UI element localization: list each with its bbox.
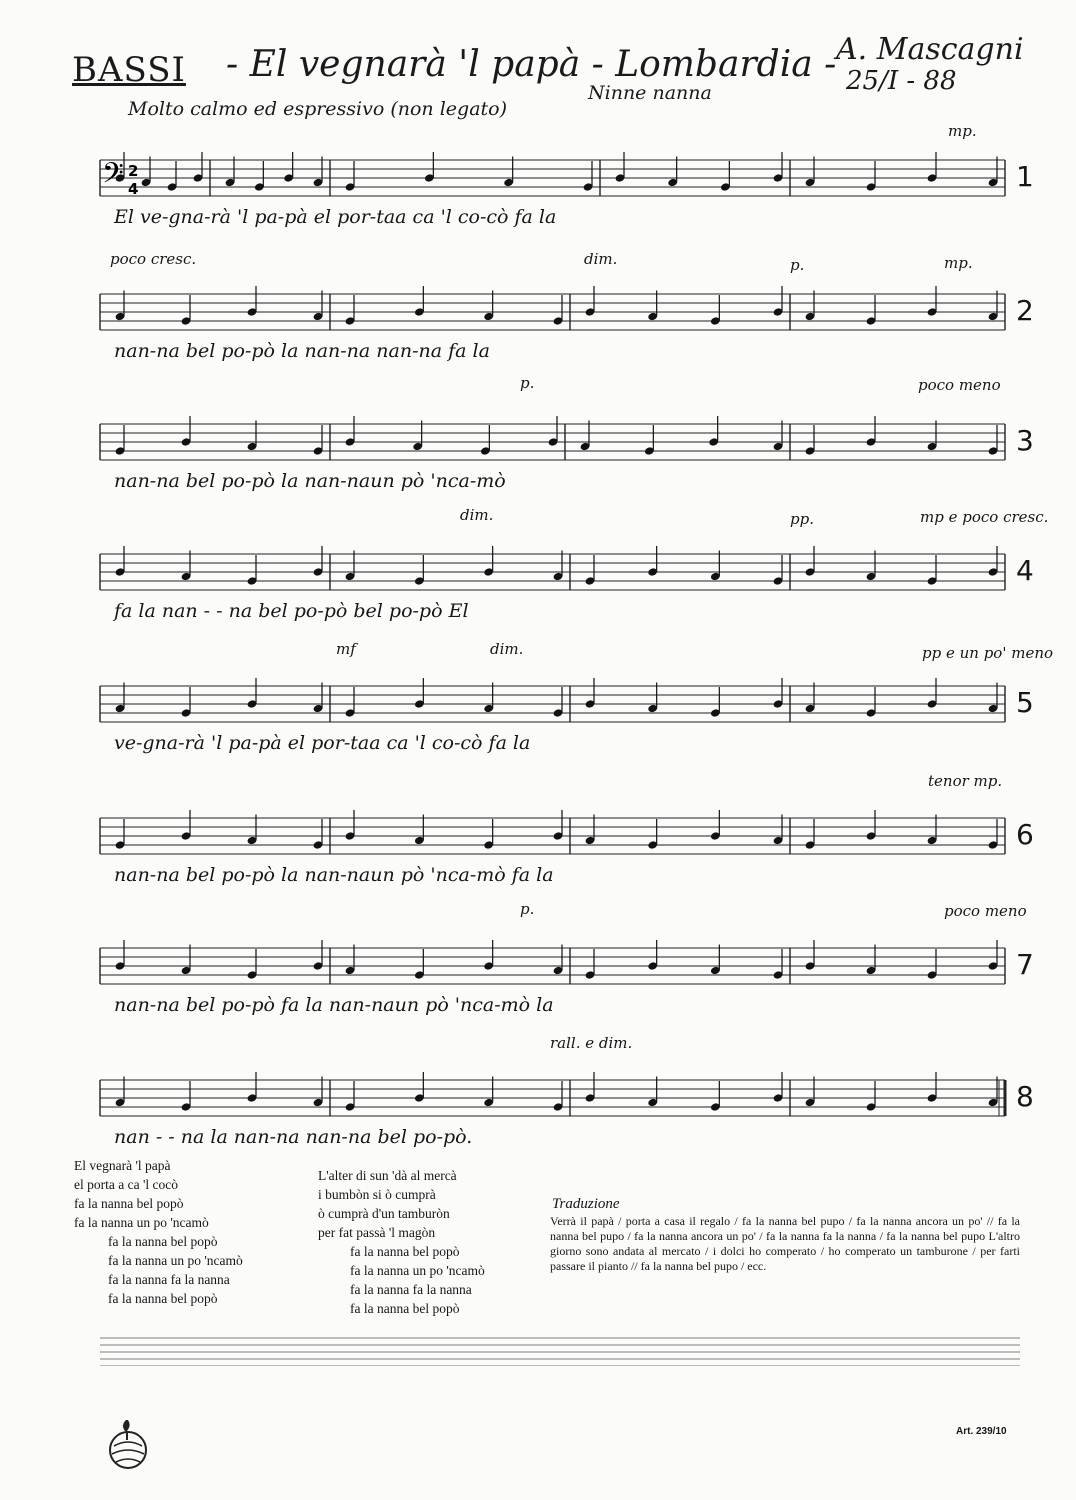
song-title: - El vegnarà 'l papà - Lombardia - [226,44,837,85]
composition-date: 25/I - 88 [846,66,957,96]
verse-line: L'alter di sun 'dà al mercà [318,1168,457,1183]
system-number: 4 [1016,554,1034,587]
verse-line: i bumbòn si ò cumprà [318,1187,436,1202]
verse-line: fa la nanna un po 'ncamò [74,1215,209,1230]
lyrics-line: nan - - na la nan-na nan-na bel po-pò. [114,1126,473,1148]
verse-two [318,1166,485,1318]
dynamic-marking: tenor mp. [928,772,1003,790]
staff-icon [100,522,1010,672]
system-number: 3 [1016,424,1034,457]
system-number: 6 [1016,818,1034,851]
staff-icon [100,786,1010,936]
music-system [100,250,1034,412]
dynamic-marking: dim. [460,506,494,524]
notes-icon [115,416,999,456]
verse-line: fa la nanna bel popò [108,1291,218,1306]
lyrics-line: El ve-gna-rà 'l pa-pà el por-taa ca 'l co-cò fa la [114,206,557,228]
music-system [100,374,1034,542]
dynamic-marking: dim. [490,640,524,658]
song-subtitle: Ninne nanna [588,82,712,104]
blank-staff [100,1336,1020,1366]
staff-icon [100,128,1010,278]
dynamic-marking: mp e poco cresc. [920,508,1049,526]
notes-icon [115,678,999,718]
dynamic-marking: p. [520,900,535,918]
article-number: Art. 239/10 [956,1426,1007,1437]
lyrics-line: nan-na bel po-pò fa la nan-naun pò 'nca-mò la [114,994,554,1016]
dynamic-marking: dim. [584,250,618,268]
notes-icon [115,1072,999,1112]
dynamic-marking: rall. e dim. [550,1034,633,1052]
dynamic-marking: mp. [948,122,977,140]
lyrics-line: nan-na bel po-pò la nan-naun pò 'nca-mò fa la [114,864,554,886]
part-name: BASSI [72,50,186,90]
tempo-marking: Molto calmo ed espressivo (non legato) [128,98,508,120]
notes-icon [115,546,999,586]
dynamic-marking: poco meno [918,376,1001,394]
system-number: 7 [1016,948,1034,981]
music-system [100,506,1049,672]
time-signature-icon: 2 [128,162,139,180]
time-signature-icon: 4 [128,180,139,198]
verse-line: fa la nanna un po 'ncamò [108,1253,243,1268]
verse-line: fa la nanna bel popò [74,1196,184,1211]
dynamic-marking: p. [520,374,535,392]
music-system [100,640,1054,804]
notes-icon [115,286,999,326]
translation-text: Verrà il papà / porta a casa il regalo / fa la nanna bel pupo / fa la nanna ancora un po' // fa la nanna bel pupo / fa la nanna ancora un po' / fa la nanna fa la nanna / fa la nanna bel pupo L'altro giorno sono andata al mercato / i dolci ho comperato / ho comperato un tamburone / per farti passare il pianto // fa la nanna bel pupo / ecc. [550,1214,1020,1273]
dynamic-marking: poco meno [944,902,1027,920]
bass-clef-icon: 𝄢 [102,157,124,197]
dynamic-marking: mp. [944,254,973,272]
verse-line: El vegnarà 'l papà [74,1158,171,1173]
verse-line: fa la nanna bel popò [350,1244,460,1259]
staff-icon [100,392,1010,542]
verse-line: el porta a ca 'l cocò [74,1177,178,1192]
system-number: 1 [1016,160,1034,193]
notes-icon [115,810,999,850]
verse-line: fa la nanna fa la nanna [108,1272,230,1287]
verse-line: ò cumprà d'un tamburòn [318,1206,450,1221]
publisher-logo-icon [106,1416,150,1470]
music-system [100,772,1034,936]
verse-line: fa la nanna bel popò [108,1234,218,1249]
verse-line: fa la nanna bel popò [350,1301,460,1316]
verse-one [74,1156,243,1308]
notes-icon [115,152,999,192]
dynamic-marking: p. [790,256,805,274]
translation-title: Traduzione [552,1196,620,1212]
verse-line: per fat passà 'l magòn [318,1225,436,1240]
lyrics-line: nan-na bel po-pò la nan-naun pò 'nca-mò [114,470,506,492]
dynamic-marking: pp e un po' meno [922,644,1054,662]
verse-line: fa la nanna un po 'ncamò [350,1263,485,1278]
dynamic-marking: pp. [790,510,814,528]
system-number: 2 [1016,294,1034,327]
composer: A. Mascagni [836,32,1024,67]
lyrics-line: nan-na bel po-pò la nan-na nan-na fa la [114,340,490,362]
notes-icon [115,940,999,980]
music-system [100,122,1034,278]
lyrics-line: ve-gna-rà 'l pa-pà el por-taa ca 'l co-cò fa la [114,732,531,754]
staff-icon [100,262,1010,412]
system-number: 5 [1016,686,1034,719]
staff-icon [100,654,1010,804]
dynamic-marking: mf [336,640,356,658]
lyrics-line: fa la nan - - na bel po-pò bel po-pò El [114,600,469,622]
verse-line: fa la nanna fa la nanna [350,1282,472,1297]
system-number: 8 [1016,1080,1034,1113]
dynamic-marking: poco cresc. [110,250,197,268]
